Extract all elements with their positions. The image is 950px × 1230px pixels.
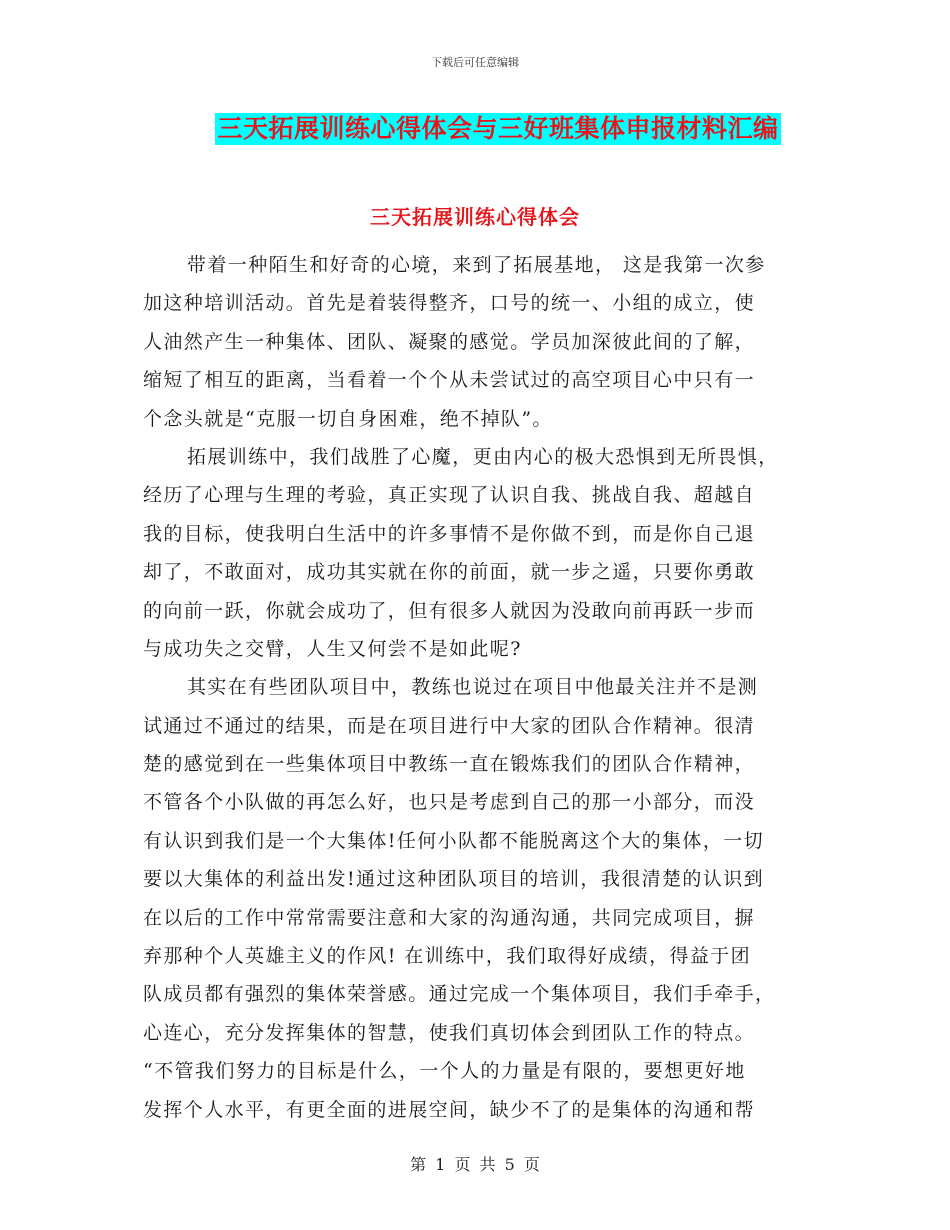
page-header-note: 下载后可任意编辑 — [431, 56, 519, 69]
text-line: 经历了心理与生理的考验，真正实现了认识自我、挑战自我、超越自 — [143, 484, 756, 507]
document-title: 三天拓展训练心得体会与三好班集体申报材料汇编 — [217, 114, 779, 143]
text-line: 拓展训练中，我们战胜了心魔，更由内心的极大恐惧到无所畏惧， — [187, 445, 779, 468]
text-line: 试通过不通过的结果，而是在项目进行中大家的团队合作精神。很清 — [143, 714, 756, 737]
text-line: 不管各个小队做的再怎么好，也只是考虑到自己的那一小部分，而没 — [143, 791, 756, 814]
body-text — [143, 250, 807, 1133]
text-line: 楚的感觉到在一些集体项目中教练一直在锻炼我们的团队合作精神， — [143, 753, 756, 776]
text-line: 加这种培训活动。首先是着装得整齐，口号的统一、小组的成立，使 — [143, 292, 756, 315]
text-line: 其实在有些团队项目中，教练也说过在项目中他最关注并不是测 — [187, 676, 759, 699]
text-line: 人油然产生一种集体、团队、凝聚的感觉。学员加深彼此间的了解， — [143, 330, 756, 353]
text-line: 心连心，充分发挥集体的智慧，使我们真切体会到团队工作的特点。 — [143, 1021, 756, 1044]
text-line: 个念头就是“克服一切自身困难，绝不掉队”。 — [143, 407, 553, 430]
text-line: 要以大集体的利益出发!通过这种团队项目的培训，我很清楚的认识到 — [143, 868, 765, 891]
text-line: 带着一种陌生和好奇的心境，来到了拓展基地， 这是我第一次参 — [187, 254, 766, 276]
section-title: 三天拓展训练心得体会 — [370, 205, 580, 229]
text-line: 却了，不敢面对，成功其实就在你的前面，就一步之遥，只要你勇敢 — [143, 561, 756, 584]
text-line: 有认识到我们是一个大集体!任何小队都不能脱离这个大的集体，一切 — [143, 829, 765, 852]
text-line: 在以后的工作中常常需要注意和大家的沟通沟通，共同完成项目，摒 — [143, 906, 756, 929]
text-line: 发挥个人水平，有更全面的进展空间，缺少不了的是集体的沟通和帮 — [143, 1098, 756, 1121]
text-line: “不管我们努力的目标是什么，一个人的力量是有限的，要想更好地 — [143, 1060, 746, 1083]
text-line: 队成员都有强烈的集体荣誉感。通过完成一个集体项目，我们手牵手， — [143, 983, 776, 1006]
text-line: 弃那种个人英雄主义的作风! 在训练中，我们取得好成绩，得益于团 — [143, 945, 752, 968]
text-line: 缩短了相互的距离，当看着一个个从未尝试过的高空项目心中只有一 — [143, 369, 756, 392]
document-title-wrapper — [0, 113, 950, 145]
text-line: 与成功失之交臂，人生又何尝不是如此呢? — [143, 637, 522, 660]
text-line: 的向前一跃，你就会成功了，但有很多人就因为没敢向前再跃一步而 — [143, 599, 756, 622]
text-line: 我的目标，使我明白生活中的许多事情不是你做不到，而是你自己退 — [143, 522, 756, 545]
page-footer: 第 1 页 共 5 页 — [410, 1155, 540, 1174]
